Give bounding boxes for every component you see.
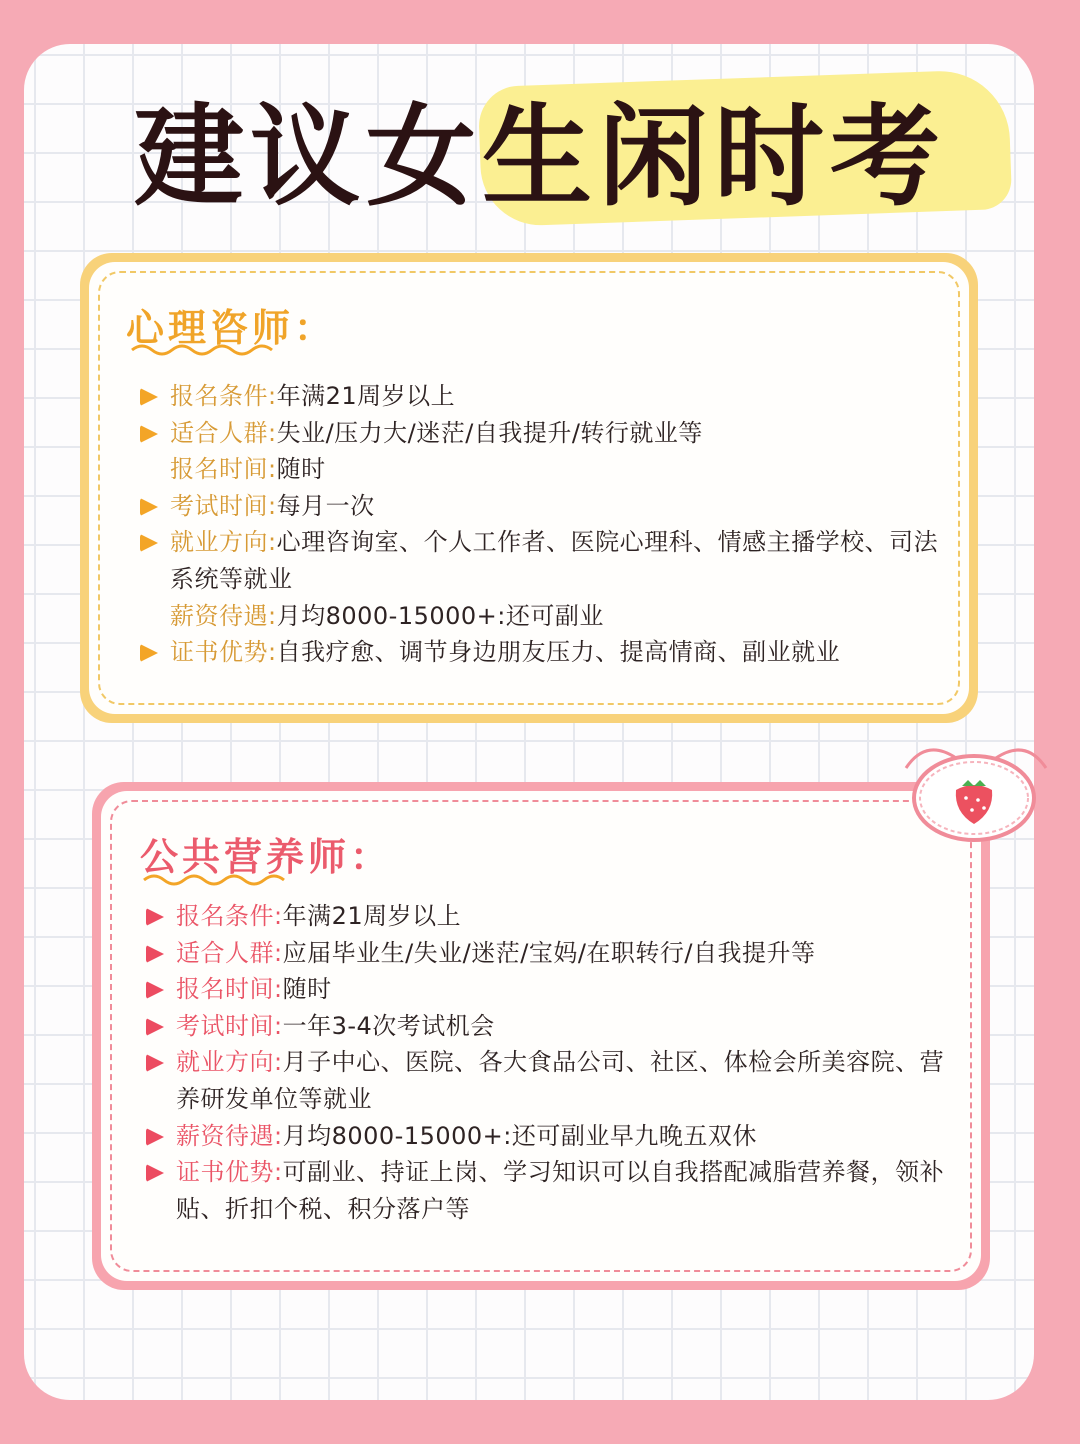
orange-triangle-bullet-icon [140,425,158,443]
list-item: 适合人群:应届毕业生/失业/迷茫/宝妈/在职转行/自我提升等 [146,935,966,972]
strawberry-bib-icon [896,728,1056,848]
list-item: 证书优势:自我疗愈、调节身边朋友压力、提高情商、副业就业 [140,634,940,671]
red-triangle-bullet-icon [146,908,164,926]
orange-triangle-bullet-icon [140,498,158,516]
red-triangle-bullet-icon [146,945,164,963]
list-item: 适合人群:失业/压力大/迷茫/自我提升/转行就业等 [140,415,940,452]
list-item: 报名时间:随时 [146,971,966,1008]
psych-counselor-heading: 心理咨师： [126,306,337,350]
list-item: 薪资待遇:月均8000-15000+:还可副业 [170,601,604,630]
orange-triangle-bullet-icon [140,534,158,552]
orange-triangle-bullet-icon [140,388,158,406]
red-triangle-bullet-icon [146,1054,164,1072]
list-item: 证书优势:可副业、持证上岗、学习知识可以自我搭配减脂营养餐，领补贴、折扣个税、积分落户等 [146,1154,966,1227]
page-title: 建议女生闲时考 [134,93,946,221]
red-triangle-bullet-icon [146,981,164,999]
red-triangle-bullet-icon [146,1018,164,1036]
list-item: 考试时间:一年3-4次考试机会 [146,1008,966,1045]
list-item: 报名条件:年满21周岁以上 [140,378,940,415]
list-item: 薪资待遇:月均8000-15000+:还可副业早九晚五双休 [146,1118,966,1155]
list-item: 报名条件:年满21周岁以上 [146,898,966,935]
orange-triangle-bullet-icon [140,644,158,662]
red-triangle-bullet-icon [146,1128,164,1146]
heading-underline-wave [130,340,280,358]
list-item: 报名时间:随时 [170,455,326,484]
heading-underline-wave [142,870,292,888]
nutritionist-heading: 公共营养师： [140,835,393,879]
list-item: 就业方向:心理咨询室、个人工作者、医院心理科、情感主播学校、司法系统等就业 [140,524,940,597]
list-item: 就业方向:月子中心、医院、各大食品公司、社区、体检会所美容院、营养研发单位等就业 [146,1044,966,1117]
psych-counselor-list [140,378,940,671]
list-item: 考试时间:每月一次 [140,488,940,525]
red-triangle-bullet-icon [146,1164,164,1182]
nutritionist-list [146,898,966,1227]
